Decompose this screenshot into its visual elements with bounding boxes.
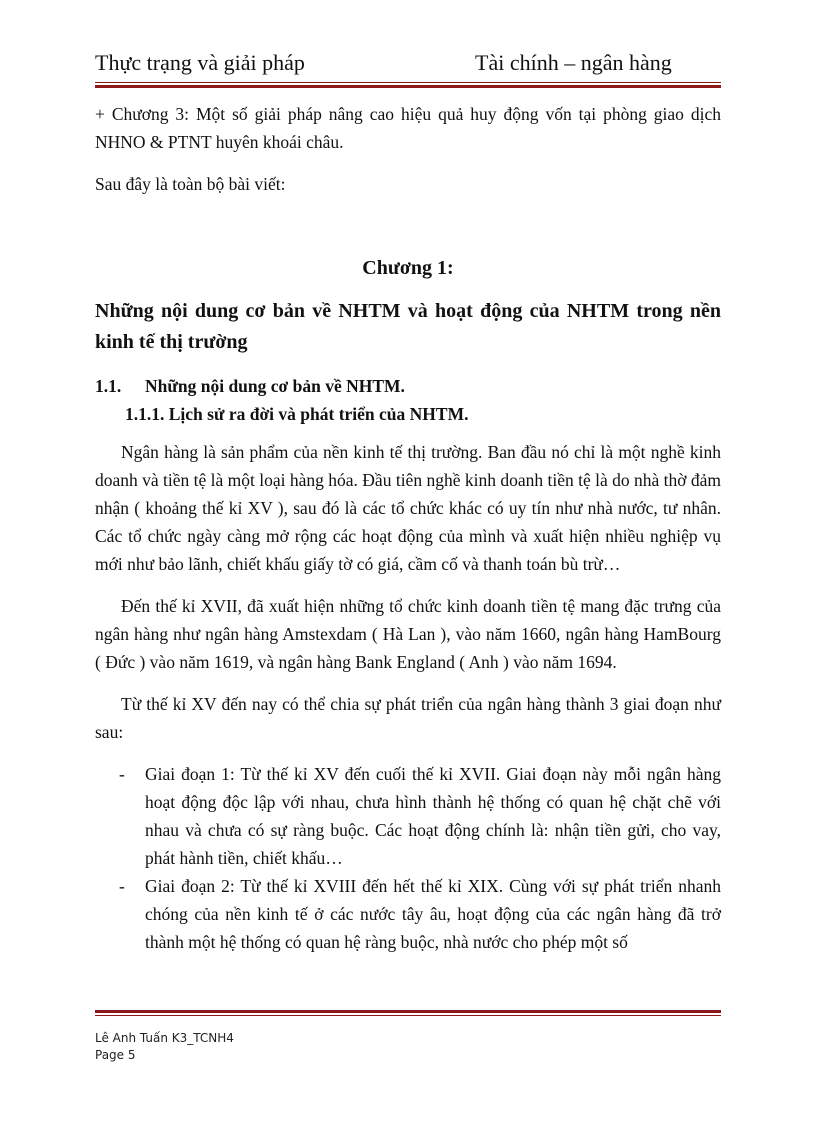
subsection-heading: 1.1.1. Lịch sử ra đời và phát triển của NHTM. — [125, 404, 469, 424]
chapter3-item: + Chương 3: Một số giải pháp nâng cao hiệu quả huy động vốn tại phòng giao dịch NHNO & PTNT huyên khoái châu. — [95, 104, 721, 152]
list-item — [95, 872, 721, 956]
document-body — [95, 100, 721, 956]
paragraph: Từ thế kỉ XV đến nay có thể chia sự phát triển của ngân hàng thành 3 giai đoạn như sau: — [95, 694, 721, 742]
dash-bullet: - — [119, 876, 125, 896]
section-number: 1.1. — [95, 376, 122, 396]
list-item — [95, 760, 721, 872]
dash-bullet: - — [119, 764, 125, 784]
header-right-title: Tài chính – ngân hàng — [475, 50, 672, 75]
footer-author: Lê Anh Tuấn K3_TCNH4 — [95, 1031, 234, 1045]
lead-text: Sau đây là toàn bộ bài viết: — [95, 174, 286, 194]
footer-rule-thick — [95, 1010, 721, 1013]
header-rule-thick — [95, 85, 721, 88]
stage-list — [95, 760, 721, 956]
footer-page-number: Page 5 — [95, 1048, 136, 1062]
stage-text: Giai đoạn 2: Từ thế kỉ XVIII đến hết thế kỉ XIX. Cùng với sự phát triển nhanh chóng của nền kinh tế ở các nước tây âu, hoạt động của các ngân hàng đã trở thành một hệ thống có quan hệ ràng buộc, nhà nước cho phép một số — [145, 876, 721, 952]
page-footer — [95, 1030, 234, 1064]
paragraph: Đến thế kỉ XVII, đã xuất hiện những tổ chức kinh doanh tiền tệ mang đặc trưng của ngân hàng như ngân hàng Amstexdam ( Hà Lan ), vào năm 1660, ngân hàng HamBourg ( Đức ) vào năm 1619, và ngân hàng Bank England ( Anh ) vào năm 1694. — [95, 596, 721, 672]
page-header — [95, 50, 721, 82]
footer-rule-thin — [95, 1015, 721, 1016]
paragraph: Ngân hàng là sản phẩm của nền kinh tế thị trường. Ban đầu nó chỉ là một nghề kinh doanh và tiền tệ là một loại hàng hóa. Đầu tiên nghề kinh doanh tiền tệ là do nhà thờ đảm nhận ( khoảng thế kỉ XV ), sau đó là các tổ chức khác có uy tín như nhà nước, tư nhân. Các tổ chức ngày càng mở rộng các hoạt động của mình và xuất hiện nhiều nghiệp vụ mới như bảo lãnh, chiết khấu giấy tờ có giá, cầm cố và thanh toán bù trừ… — [95, 442, 721, 574]
chapter-title: Những nội dung cơ bản về NHTM và hoạt động của NHTM trong nền kinh tế thị trường — [95, 300, 721, 353]
section-heading — [95, 372, 721, 400]
section-title: Những nội dung cơ bản về NHTM. — [145, 376, 405, 396]
stage-text: Giai đoạn 1: Từ thế kỉ XV đến cuối thế kỉ XVII. Giai đoạn này mỗi ngân hàng hoạt động độc lập với nhau, chưa hình thành hệ thống có quan hệ chặt chẽ với nhau và chưa có sự ràng buộc. Các hoạt động chính là: nhận tiền gửi, cho vay, phát hành tiền, chiết khấu… — [145, 764, 721, 868]
header-rule-thin — [95, 82, 721, 83]
chapter-label: Chương 1: — [362, 257, 454, 279]
header-left-title: Thực trạng và giải pháp — [95, 50, 305, 75]
